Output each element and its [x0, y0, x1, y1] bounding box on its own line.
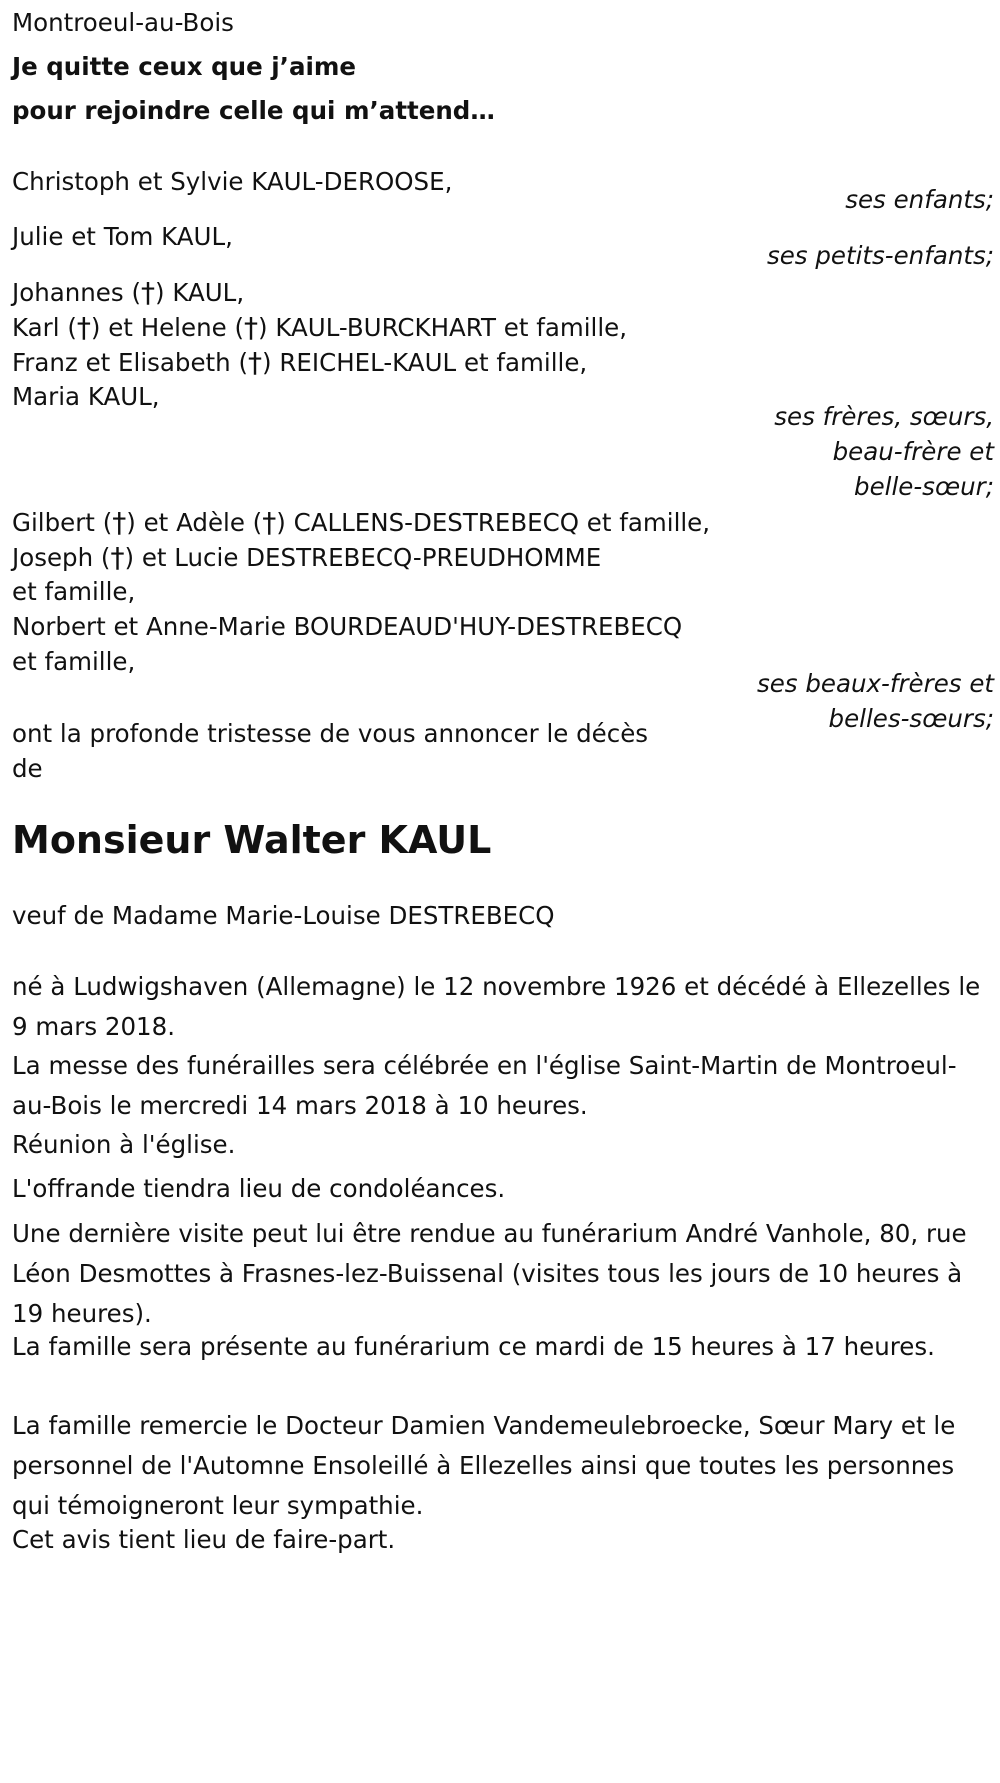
- siblings-relation-2: beau-frère et: [832, 437, 994, 466]
- announcement-line-2: de: [12, 754, 43, 783]
- offering-paragraph: L'offrande tiendra lieu de condoléances.: [12, 1174, 506, 1203]
- cross-icon: †: [76, 311, 91, 344]
- cross-icon: †: [110, 541, 125, 574]
- in-law-line: Joseph (†) et Lucie DESTREBECQ-PREUDHOMME: [12, 541, 602, 574]
- sibling-line: Johannes (†) KAUL,: [12, 276, 245, 309]
- children-names: Christoph et Sylvie KAUL-DEROOSE,: [12, 167, 453, 196]
- birth-death-paragraph: né à Ludwigshaven (Allemagne) le 12 novembre 1926 et décédé à Ellezelles le 9 mars 2018.: [12, 972, 981, 1041]
- in-laws-relation-2: belles-sœurs;: [828, 704, 994, 733]
- grandchildren-names: Julie et Tom KAUL,: [12, 222, 233, 251]
- sibling-line: Karl (†) et Helene (†) KAUL-BURCKHART et famille,: [12, 311, 628, 344]
- reunion-paragraph: Réunion à l'église.: [12, 1130, 236, 1159]
- funeral-mass-paragraph: La messe des funérailles sera célébrée en l'église Saint-Martin de Montroeul-au-Bois le mercredi 14 mars 2018 à 10 heures.: [12, 1051, 957, 1120]
- cross-icon: †: [244, 311, 259, 344]
- siblings-relation-3: belle-sœur;: [854, 472, 994, 501]
- in-law-line: Gilbert (†) et Adèle (†) CALLENS-DESTREBECQ et famille,: [12, 506, 711, 539]
- cross-icon: †: [248, 346, 263, 379]
- closing-paragraph: Cet avis tient lieu de faire-part.: [12, 1525, 396, 1554]
- widower-line: veuf de Madame Marie-Louise DESTREBECQ: [12, 901, 555, 930]
- sibling-line: Maria KAUL,: [12, 382, 160, 411]
- in-laws-relation-1: ses beaux-frères et: [756, 669, 994, 698]
- siblings-relation-1: ses frères, sœurs,: [774, 402, 994, 431]
- announcement-line-1: ont la profonde tristesse de vous annoncer le décès: [12, 719, 649, 748]
- in-law-line: et famille,: [12, 577, 136, 606]
- grandchildren-relation: ses petits-enfants;: [766, 241, 994, 270]
- cross-icon: †: [141, 276, 155, 309]
- place-name: Montroeul-au-Bois: [12, 8, 234, 37]
- in-law-line: Norbert et Anne-Marie BOURDEAUD'HUY-DESTREBECQ: [12, 612, 683, 641]
- deceased-name: Monsieur Walter KAUL: [12, 818, 492, 862]
- family-presence-paragraph: La famille sera présente au funérarium ce mardi de 15 heures à 17 heures.: [12, 1332, 935, 1361]
- quote-line-2: pour rejoindre celle qui m’attend…: [12, 96, 495, 125]
- quote-line-1: Je quitte ceux que j’aime: [12, 52, 357, 81]
- children-relation: ses enfants;: [845, 185, 994, 214]
- cross-icon: †: [262, 506, 277, 539]
- in-law-line: et famille,: [12, 647, 136, 676]
- thanks-paragraph: La famille remercie le Docteur Damien Vandemeulebroecke, Sœur Mary et le personnel de l'Automne Ensoleillé à Ellezelles ainsi que toutes les personnes qui témoigneront leur sympathie.: [12, 1411, 956, 1520]
- sibling-line: Franz et Elisabeth (†) REICHEL-KAUL et famille,: [12, 346, 588, 379]
- cross-icon: †: [112, 506, 127, 539]
- visit-paragraph: Une dernière visite peut lui être rendue au funérarium André Vanhole, 80, rue Léon Desmottes à Frasnes-lez-Buissenal (visites tous les jours de 10 heures à 19 heures).: [12, 1219, 967, 1328]
